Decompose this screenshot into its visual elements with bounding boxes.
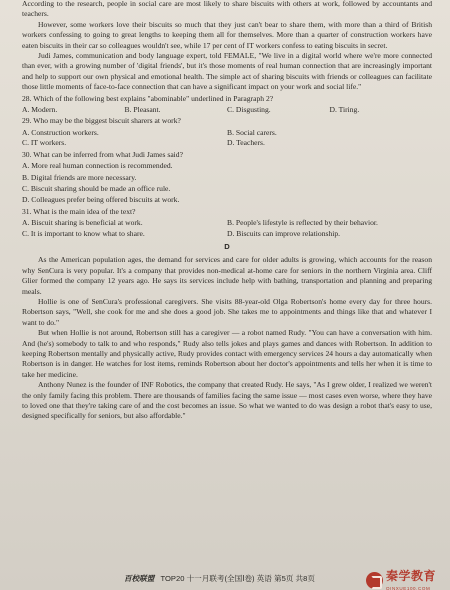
passage-c-paragraph-1: According to the research, people in social care are most likely to share biscuits with others at work, followed by accountants and teachers. (22, 0, 432, 19)
question-stem: 28. Which of the following best explains "abominable" underlined in Paragraph 2? (22, 93, 274, 103)
passage-d-paragraph-1: As the American population ages, the demand for services and care for older adults is growing, which accounts for the reason why SenCura is very popular. It's a company that provides non-medical at-home care for seniors in the northern Virginia area. Cliff Glier formed the company 12 years ago. He says its services include help with bathing, transportation and planning and preparing meals. (22, 255, 432, 296)
question-30 (22, 150, 432, 206)
option-a: A. More real human connection is recommended. (22, 161, 173, 171)
option-d: D. Colleagues prefer being offered biscuits at work. (22, 195, 180, 205)
question-stem: 29. Who may be the biggest biscuit sharers at work? (22, 116, 181, 126)
passage-d-paragraph-4: Anthony Nunez is the founder of INF Robotics, the company that created Rudy. He says, "As I grew older, I realized we weren't the only family facing this problem. There are thousands of families facing the same issue — most cases even worse, where they have to loved one that they're taking care of and the cost becomes an issue. So what we wanted to do was design a robot that's easy to use, designed specifically for seniors, but also affordable." (22, 380, 432, 421)
watermark-name: 秦学教育 (386, 569, 437, 583)
option-c: C. Biscuit sharing should be made an office rule. (22, 183, 171, 193)
question-31 (22, 207, 432, 239)
option-a: A. Modern. (22, 105, 58, 115)
options-row (22, 105, 432, 115)
question-28 (22, 94, 432, 116)
option-a: A. Biscuit sharing is beneficial at work. (22, 218, 143, 228)
option-c: C. It is important to know what to share. (22, 228, 145, 238)
option-d: D. Tiring. (329, 105, 360, 115)
page-content (22, 0, 432, 422)
option-d: D. Biscuits can improve relationship. (227, 228, 341, 238)
option-a: A. Construction workers. (22, 127, 99, 137)
passage-d-paragraph-3: But when Hollie is not around, Robertson still has a caregiver — a robot named Rudy. "You can have a conversation with him. And (he's) somebody to talk to and who responds," Rudy also tells jokes and plays games and dances with Robertson. In addition to keeping Robertson mentally and physically active, Rudy provides contact with emergency services 24 hours a day automatically when Robertson is in danger. He watches for lost items, reminds Robertson about her doctor's appointments and tells her when it is time to take her medicine. (22, 328, 432, 379)
passage-d-paragraph-2: Hollie is one of SenCura's professional caregivers. She visits 88-year-old Olga Robertson's home every day for three hours. Robertson says, "Well, she cook for me and she does a good job. She takes me to appointments and things like that and whatever I want to do." (22, 296, 432, 327)
option-b: B. Pleasant. (124, 105, 161, 115)
logo-icon (366, 572, 383, 589)
options-grid (22, 128, 432, 149)
passage-c-paragraph-2: However, some workers love their biscuits so much that they just can't bear to share them, with more than a third of British workers confessing to going to great lengths to keeping them all for themselves. More than a quarter of construction workers have eaten biscuits in their car so colleagues wouldn't see, while 17 per cent of IT workers confess to eating biscuits in secret. (22, 19, 432, 50)
footer-brand: 百校联盟 (124, 574, 155, 583)
question-stem: 31. What is the main idea of the text? (22, 206, 136, 216)
watermark-logo (366, 571, 446, 590)
option-c: C. IT workers. (22, 138, 67, 148)
option-b: B. Social carers. (227, 127, 277, 137)
footer-info (124, 574, 315, 584)
passage-c-paragraph-3: Judi James, communication and body language expert, told FEMALE, "We live in a digital world where we're more connected than ever, with a growing number of 'digital friends', but it's those moments of real human connection that are increasingly important and help to support our own physical and emotional health. The simple act of sharing biscuits with friends or colleagues can facilitate those little moments of face-to-face connection that can have a significant impact on your work and social life." (22, 51, 432, 92)
option-d: D. Teachers. (227, 138, 265, 148)
section-d-heading: D (224, 241, 230, 251)
question-29 (22, 116, 432, 148)
option-b: B. Digital friends are more necessary. (22, 172, 137, 182)
footer-text: TOP20 十一月联考(全国Ⅰ卷) 英语 第5页 共8页 (160, 574, 315, 583)
options-grid (22, 218, 432, 239)
question-stem: 30. What can be inferred from what Judi James said? (22, 149, 183, 159)
option-b: B. People's lifestyle is reflected by their behavior. (227, 218, 378, 228)
option-c: C. Disgusting. (227, 105, 271, 115)
watermark-url: QINXUE100.COM (386, 586, 431, 590)
page-footer (0, 568, 450, 590)
